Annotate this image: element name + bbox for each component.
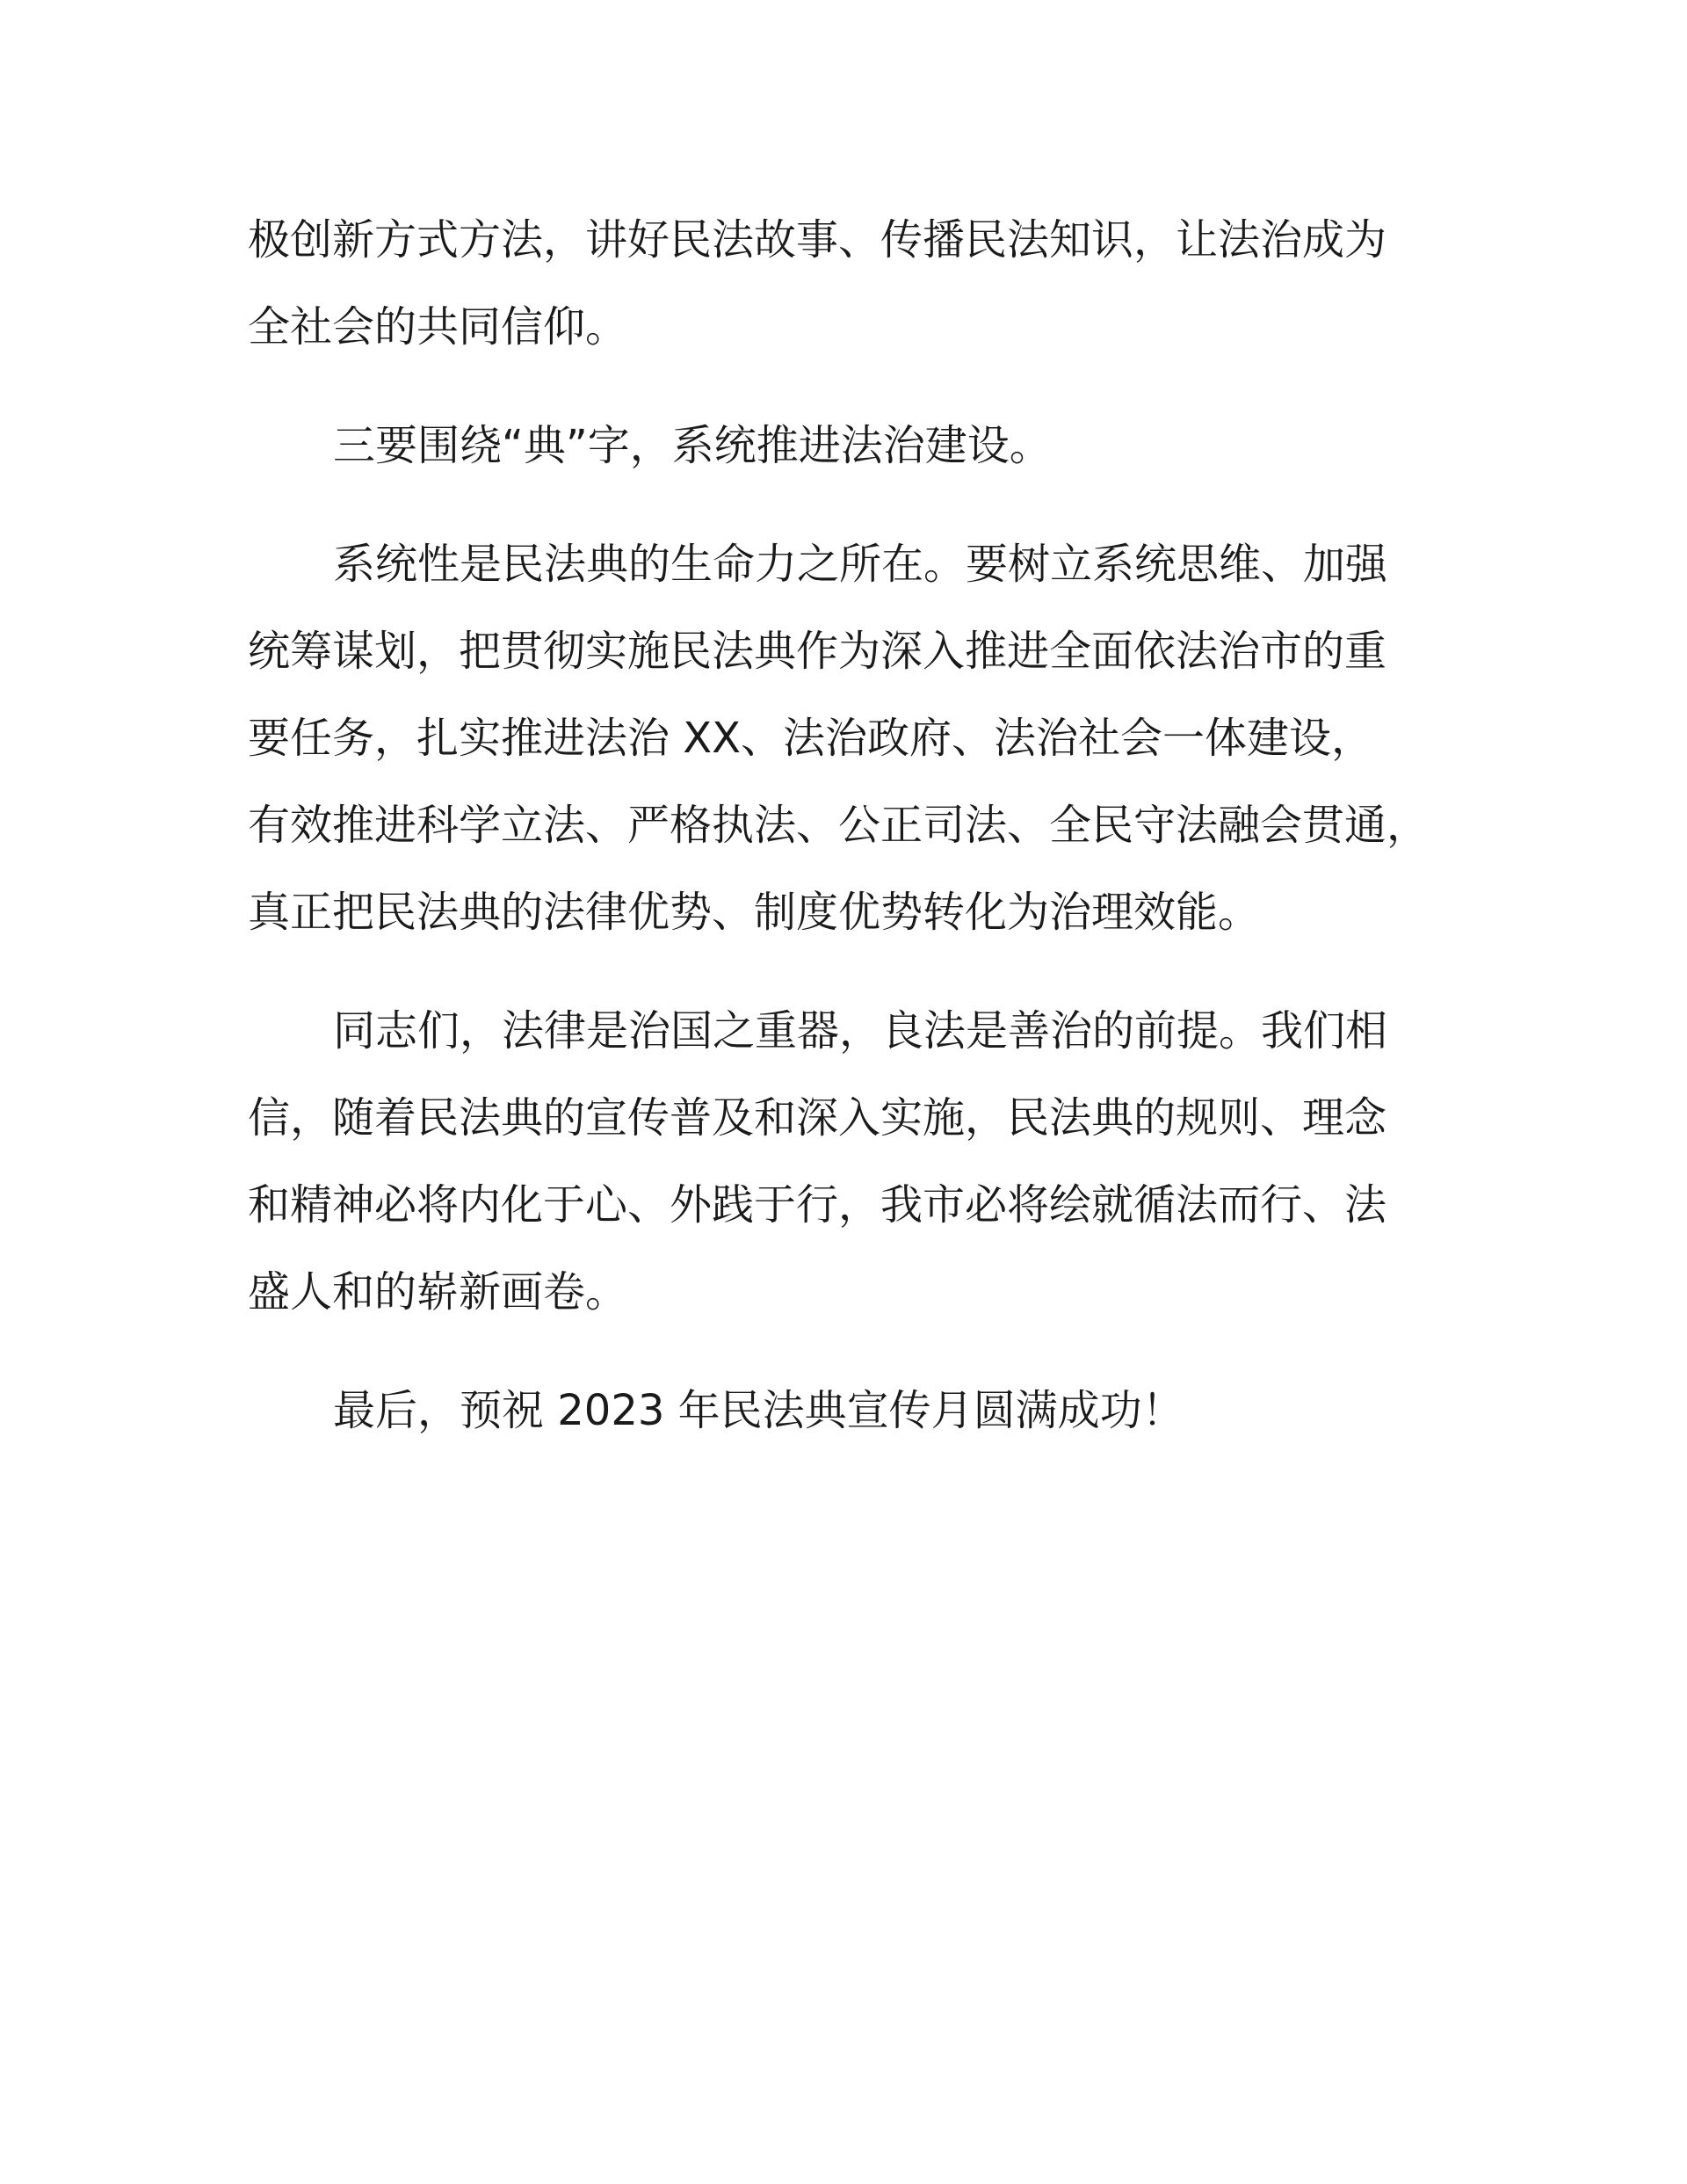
paragraph-3 (248, 521, 1452, 956)
text-line: 盛人和的崭新画卷。 (248, 1267, 628, 1317)
text-line: 同志们，法律是治国之重器，良法是善治的前提。我们相 (333, 1006, 1388, 1056)
paragraph-1 (248, 197, 1452, 371)
text-line: 系统性是民法典的生命力之所在。要树立系统思维、加强 (333, 540, 1388, 589)
text-line: 最后，预祝 2023 年民法典宣传月圆满成功！ (333, 1386, 1184, 1435)
text-line: 和精神必将内化于心、外践于行，我市必将绘就循法而行、法 (248, 1180, 1387, 1230)
text-line: 要任务，扎实推进法治 XX、法治政府、法治社会一体建设， (248, 714, 1374, 763)
document-body (248, 197, 1452, 1455)
paragraph-4 (248, 988, 1452, 1336)
paragraph-2 (248, 403, 1452, 490)
text-line: 三要围绕“典”字，系统推进法治建设。 (333, 421, 1052, 470)
text-line: 极创新方式方法，讲好民法故事、传播民法知识，让法治成为 (248, 215, 1387, 265)
text-line: 全社会的共同信仰。 (248, 302, 628, 352)
text-line: 信，随着民法典的宣传普及和深入实施，民法典的规则、理念 (248, 1093, 1387, 1143)
text-line: 有效推进科学立法、严格执法、公正司法、全民守法融会贯通， (248, 801, 1430, 850)
text-line: 真正把民法典的法律优势、制度优势转化为治理效能。 (248, 888, 1261, 937)
paragraph-5 (248, 1368, 1452, 1455)
text-line: 统筹谋划，把贯彻实施民法典作为深入推进全面依法治市的重 (248, 627, 1387, 676)
